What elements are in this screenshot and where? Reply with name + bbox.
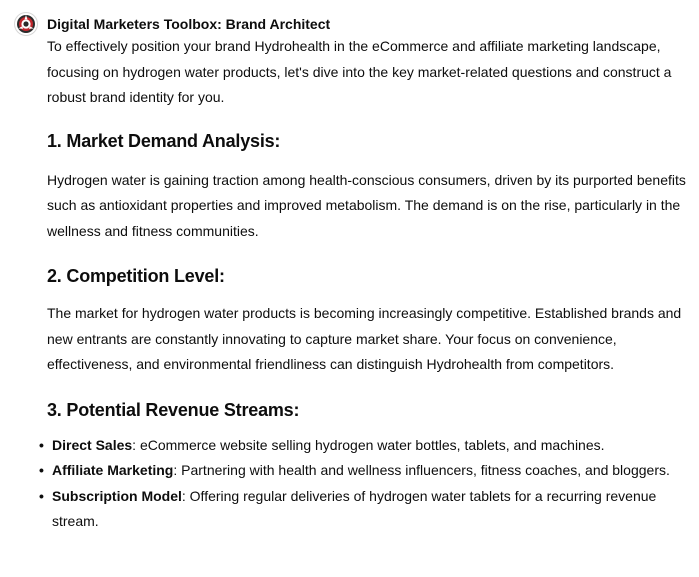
list-item: [39, 433, 687, 459]
list-item-title: Affiliate Marketing: [52, 462, 174, 478]
intro-paragraph: To effectively position your brand Hydrohealth in the eCommerce and affiliate marketing landscape, focusing on hydrogen water products, let's dive into the key market-related questions and construct a robust brand identity for you.: [47, 38, 672, 105]
author-name: Digital Marketers Toolbox: Brand Architect: [47, 16, 331, 32]
bullet-icon: •: [39, 462, 44, 478]
bullet-icon: •: [39, 487, 44, 504]
section-heading-market-demand: 1. Market Demand Analysis:: [47, 130, 281, 151]
list-item-text: : eCommerce website selling hydrogen water bottles, tablets, and machines.: [132, 436, 605, 453]
bullet-icon: •: [39, 436, 44, 453]
brand-architect-avatar-icon[interactable]: [14, 12, 38, 36]
list-item-text: : Offering regular deliveries of hydrogen water tablets for a recurring revenue stream.: [52, 487, 657, 529]
list-item-text: : Partnering with health and wellness influencers, fitness coaches, and bloggers.: [173, 462, 670, 478]
section-body-market-demand: Hydrogen water is gaining traction among health-conscious consumers, driven by its purported benefits such as antioxidant properties and improved metabolism. The demand is on the rise, particularly in the wellness and fitness communities.: [47, 171, 686, 239]
section-heading-competition: 2. Competition Level:: [47, 266, 225, 286]
list-item-title: Direct Sales: [52, 436, 133, 453]
list-item: [39, 458, 687, 484]
section-heading-revenue-streams: 3. Potential Revenue Streams:: [47, 399, 300, 420]
list-item-title: Subscription Model: [52, 487, 182, 504]
list-item: [39, 484, 687, 535]
revenue-streams-list: [39, 433, 687, 535]
section-body-competition: The market for hydrogen water products is becoming increasingly competitive. Established brands and new entrants are constantly innovating to capture market share. Your focus on convenience, effectiveness, and environmental friendliness can distinguish Hydrohealth from competitors.: [47, 305, 682, 372]
message-content: [39, 34, 687, 535]
